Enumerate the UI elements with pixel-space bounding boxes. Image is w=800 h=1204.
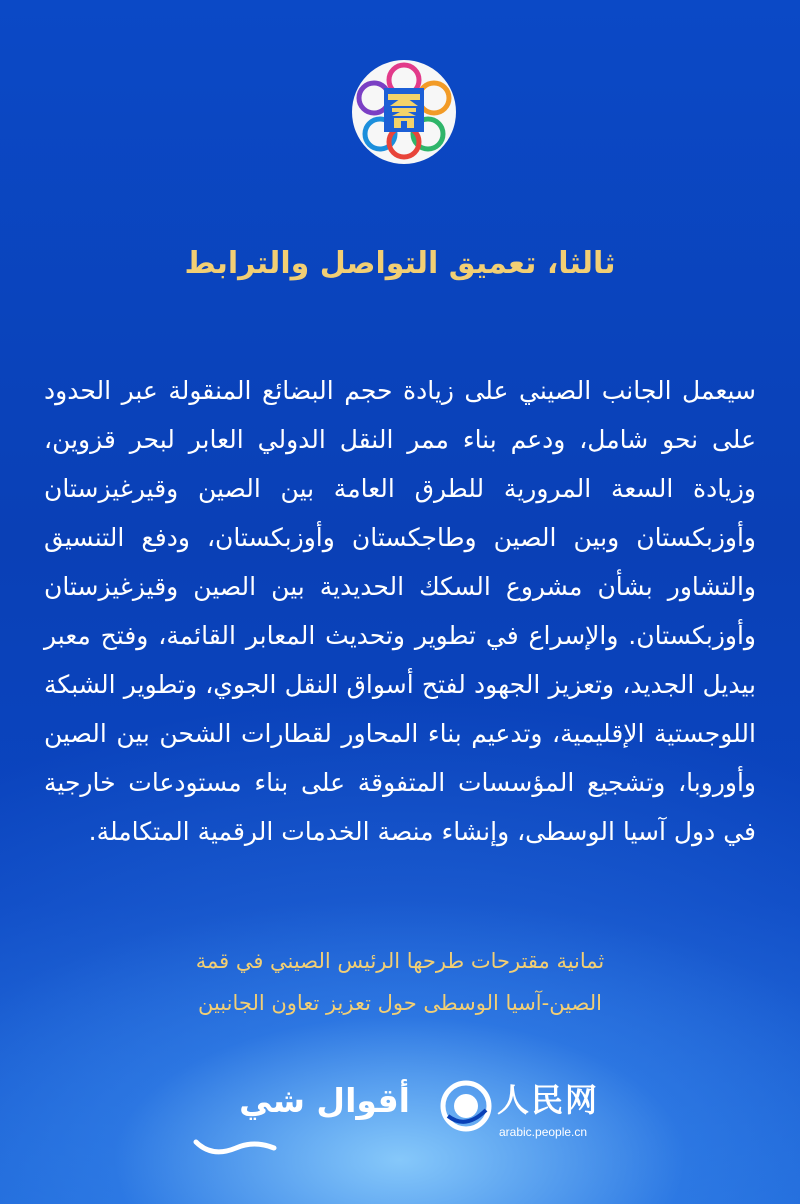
caption: [100, 940, 700, 1024]
body-paragraph: سيعمل الجانب الصيني على زيادة حجم البضائع المنقولة عبر الحدود على نحو شامل، ودعم بناء ممر النقل الدولي العابر لبحر قزوين، وزيادة السعة المرورية للطرق العامة بين الصين وقيرغيزستان وأوزبكستان وبين الصين وطاجكستان وأوزبكستان، ودفع التنسيق والتشاور بشأن مشروع السكك الحديدية بين الصين وقيزغيزستان وأوزبكستان. والإسراع في تطوير وتحديث المعابر القائمة، وفتح معبر بيديل الجديد، وتعزيز الجهود لفتح أسواق النقل الجوي، وتطوير الشبكة اللوجستية الإقليمية، وتدعيم بناء المحاور لقطارات الشحن بين الصين وأوروبا، وتشجيع المؤسسات المتفوقة على بناء مستودعات خارجية في دول آسيا الوسطى، وإنشاء منصة الخدمات الرقمية المتكاملة.: [44, 376, 756, 846]
summit-emblem-icon: [350, 58, 458, 166]
page-title: ثالثا، تعميق التواصل والترابط: [184, 246, 616, 281]
xi-sayings-logo: [190, 1075, 410, 1155]
people-daily-url: arabic.people.cn: [499, 1125, 588, 1139]
caption-line-2: الصين-آسيا الوسطى حول تعزيز تعاون الجانبين: [197, 991, 602, 1015]
caption-line-1: ثمانية مقترحات طرحها الرئيس الصيني في قمة: [195, 949, 605, 973]
people-daily-name: 人民网: [497, 1081, 600, 1119]
calligraphy-swash-icon: [192, 1118, 278, 1158]
people-daily-logo-icon: [440, 1080, 492, 1132]
xi-sayings-text: أقوال شي: [239, 1081, 410, 1120]
